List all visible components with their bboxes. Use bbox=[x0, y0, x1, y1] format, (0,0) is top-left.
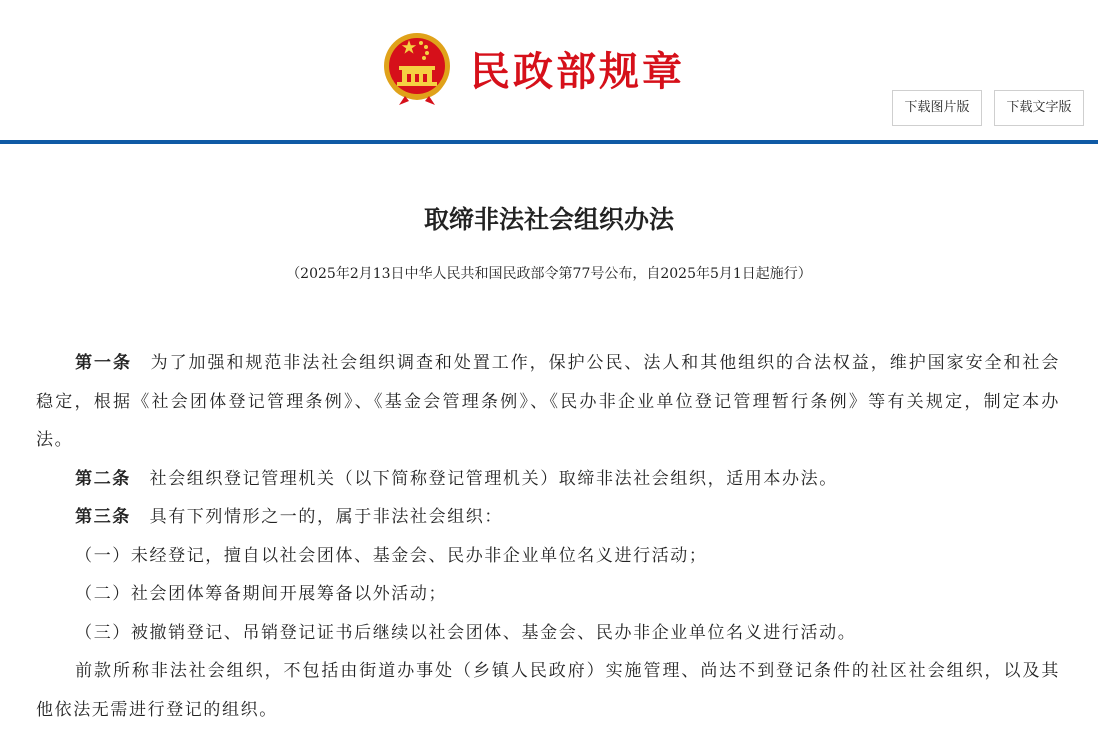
article-label: 第三条 bbox=[75, 507, 131, 527]
document-subtitle: （2025年2月13日中华人民共和国民政部令第77号公布，自2025年5月1日起施行） bbox=[286, 266, 812, 282]
list-item: （一）未经登记，擅自以社会团体、基金会、民办非企业单位名义进行活动； bbox=[75, 545, 708, 566]
article-text: 为了加强和规范非法社会组织调查和处置工作，保护公民、法人和其他组织的合法权益，维护国家安全和社会稳定，根据《社会团体登记管理条例》、《基金会管理条例》、《民办非企业单位登记管理暂行条例》等有关规定，制定本办法。 bbox=[36, 353, 1060, 450]
list-item: （二）社会团体筹备期间开展筹备以外活动； bbox=[75, 584, 448, 604]
article-3-note: 前款所称非法社会组织，不包括由街道办事处（乡镇人民政府）实施管理、尚达不到登记条件的社区社会组织，以及其他依法无需进行登记的组织。 bbox=[36, 661, 1060, 720]
download-text-version-button[interactable]: 下载文字版 bbox=[994, 90, 1084, 126]
header-divider bbox=[0, 140, 1098, 144]
article-2 bbox=[36, 460, 1060, 499]
list-item: （三）被撤销登记、吊销登记证书后继续以社会团体、基金会、民办非企业单位名义进行活动。 bbox=[75, 622, 857, 643]
site-title: 民政部规章 bbox=[470, 49, 685, 95]
article-text: 具有下列情形之一的，属于非法社会组织： bbox=[149, 507, 503, 527]
national-emblem-icon bbox=[381, 30, 453, 106]
document-title: 取缔非法社会组织办法 bbox=[423, 205, 674, 234]
page-header bbox=[0, 0, 1098, 140]
article-1 bbox=[36, 344, 1060, 460]
article-text: 社会组织登记管理机关（以下简称登记管理机关）取缔非法社会组织，适用本办法。 bbox=[149, 468, 838, 489]
document-body bbox=[36, 344, 1060, 729]
article-label: 第二条 bbox=[75, 468, 131, 489]
article-3 bbox=[36, 498, 1060, 537]
article-label: 第一条 bbox=[75, 353, 132, 373]
download-image-version-button[interactable]: 下载图片版 bbox=[892, 90, 982, 126]
